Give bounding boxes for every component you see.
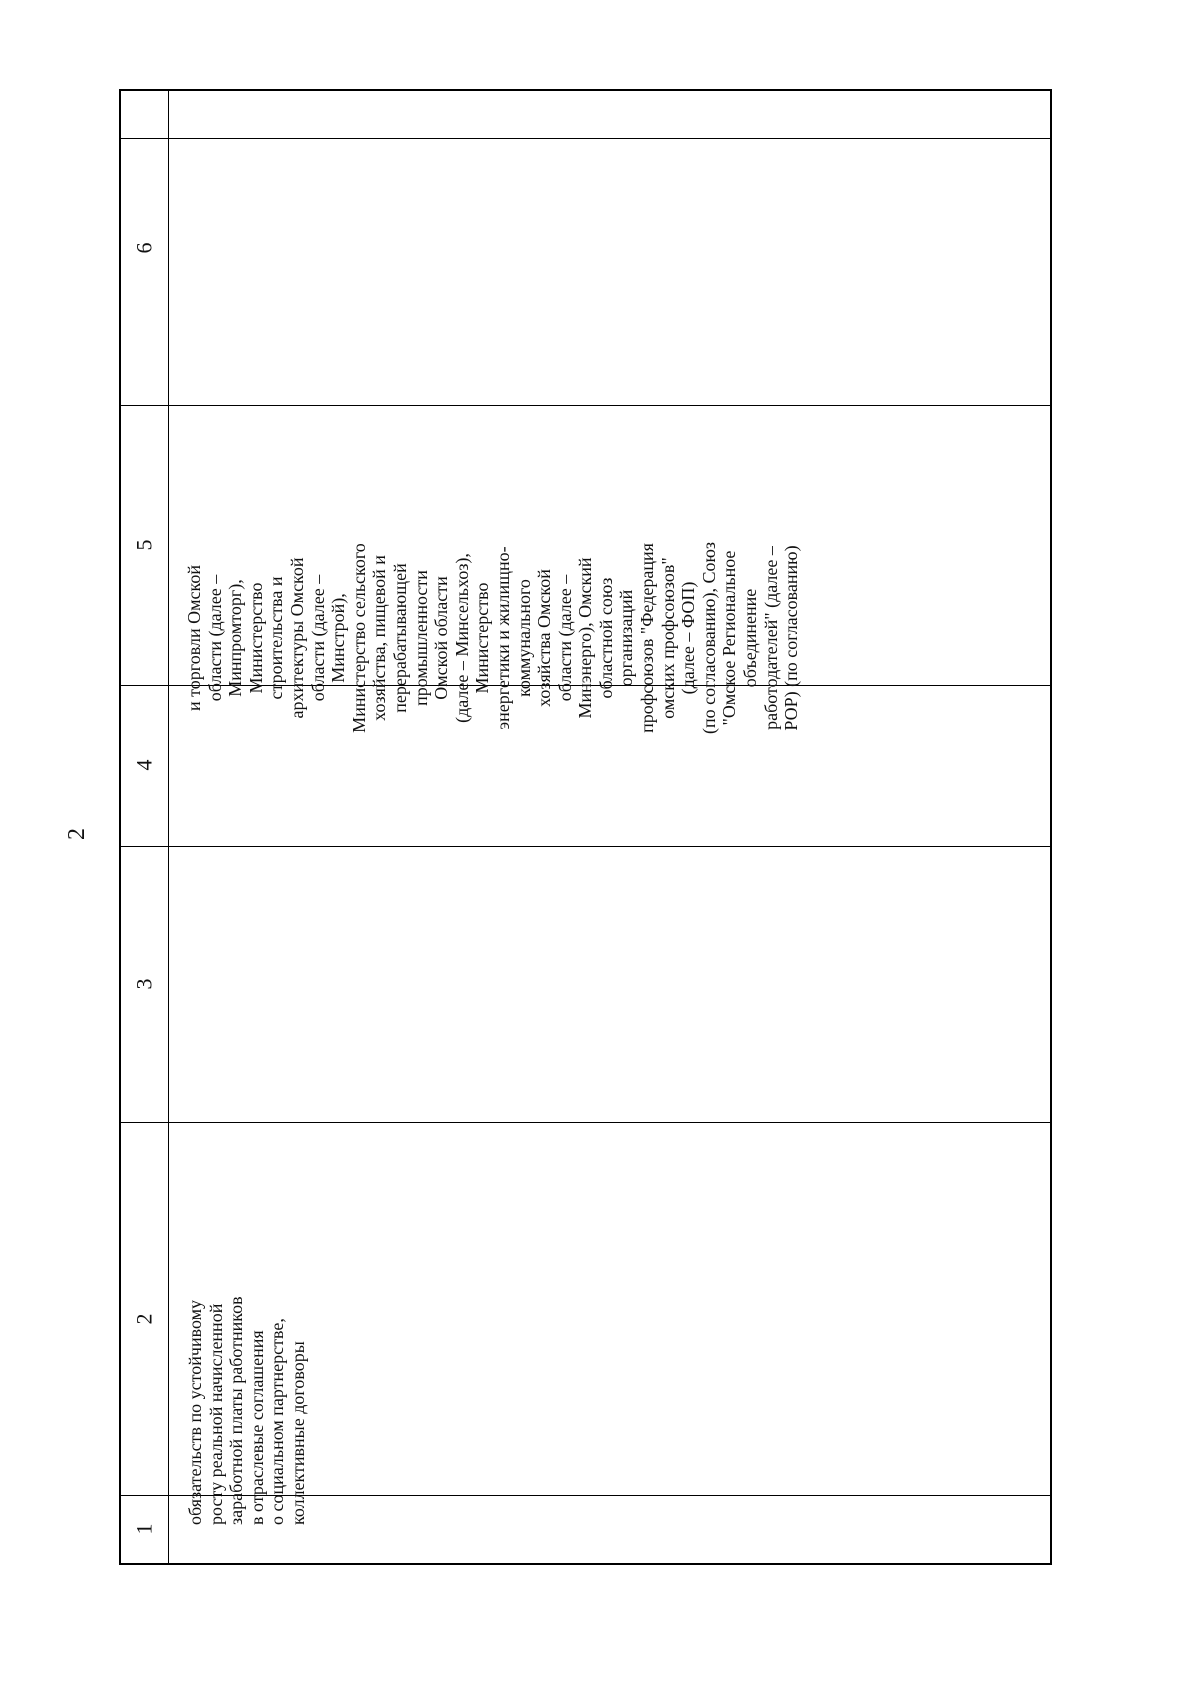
cell-line: профсоюзов "Федерация (637, 543, 658, 733)
column-divider-5-6 (121, 405, 1050, 406)
cell-line: в отраслевые соглашения (246, 1330, 267, 1525)
cell-line: перерабатывающей (389, 563, 410, 713)
cell-line: организаций (616, 589, 637, 687)
cell-line: Минстрой), (328, 593, 349, 683)
page-number: 2 (64, 828, 90, 840)
column-header-1: 1 (131, 1523, 157, 1535)
cell-line: "Омское Региональное (719, 550, 740, 726)
header-separator-line (121, 138, 1050, 139)
column-header-3: 3 (131, 978, 157, 990)
cell-line: работодателей" (далее – (760, 546, 781, 730)
cell-line: области (далее – (307, 574, 328, 702)
cell-line: росту реальной начисленной (205, 1303, 226, 1525)
cell-line: обязательств по устойчивому (185, 1299, 205, 1525)
column-header-2: 2 (131, 1313, 157, 1325)
cell-line: Министерство (245, 582, 266, 694)
column-divider-3-4 (121, 846, 1050, 847)
cell-line: омских профсоюзов" (657, 557, 678, 719)
cell-line: промышленности (410, 570, 431, 706)
cell-line: (по согласованию), Союз (698, 541, 719, 735)
cell-line: области (далее – (204, 574, 225, 702)
cell-line: коллективные договоры (287, 1341, 308, 1525)
cell-line: Минпромторг), (225, 579, 246, 697)
cell-line: строительства и (266, 576, 287, 700)
cell-col2-text (185, 1170, 309, 1525)
cell-line: областной союз (595, 577, 616, 699)
cell-line: хозяйства Омской (534, 569, 555, 707)
cell-line: архитектуры Омской (286, 557, 307, 719)
data-table (119, 89, 1052, 1565)
cell-line: (далее – Минсельхоз), (451, 553, 472, 723)
column-header-4: 4 (131, 759, 157, 771)
column-header-5: 5 (131, 539, 157, 551)
cell-line: РОР) (по согласованию) (781, 545, 802, 731)
cell-line: хозяйства, пищевой и (369, 555, 390, 721)
column-divider-2-3 (121, 1122, 1050, 1123)
cell-line: энергетики и жилищно- (492, 546, 513, 730)
cell-line: Омской области (431, 576, 452, 700)
cell-line: коммунального (513, 579, 534, 697)
cell-line: заработной платы работников (226, 1296, 247, 1525)
cell-line: Министерство сельского (348, 543, 369, 733)
cell-line: (далее – ФОП) (678, 581, 699, 695)
cell-line: области (далее – (554, 574, 575, 702)
cell-line: и торговли Омской (184, 565, 204, 711)
cell-line: Минэнерго), Омский (575, 557, 596, 719)
column-header-6: 6 (131, 242, 157, 254)
cell-line: объединение (740, 588, 761, 688)
cell-col5-text (184, 502, 802, 774)
cell-line: Министерство (472, 582, 493, 694)
header-column-separator (168, 91, 169, 1563)
cell-line: о социальном партнерстве, (267, 1318, 288, 1525)
